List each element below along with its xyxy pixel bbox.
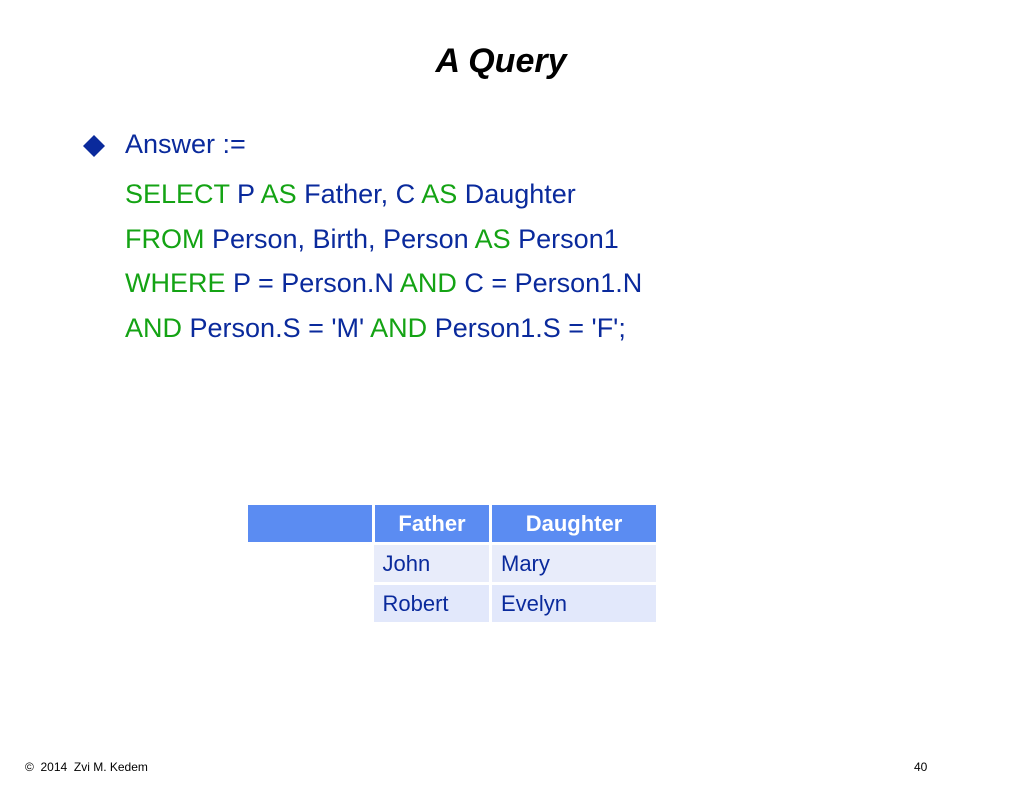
bullet-text: Answer := [125, 129, 246, 159]
sql-keyword: AND [370, 312, 428, 343]
sql-text: Father, C [296, 179, 422, 209]
sql-text: P [229, 179, 261, 209]
sql-keyword: SELECT [125, 179, 230, 209]
table-cell: Robert [374, 585, 491, 622]
sql-keyword: AS [474, 223, 511, 254]
table-row [248, 545, 656, 582]
sql-text: Daughter [457, 179, 576, 209]
table-header-daughter: Daughter [491, 505, 657, 542]
sql-line [125, 261, 642, 306]
sql-keyword: WHERE [125, 268, 226, 298]
table-cell: John [374, 545, 491, 582]
sql-keyword: AS [260, 179, 297, 209]
table-header-row [248, 505, 656, 542]
table-header-father: Father [374, 505, 491, 542]
sql-line [125, 172, 642, 217]
sql-text: Person1.S = 'F'; [427, 312, 626, 343]
table-cell-empty [248, 585, 374, 622]
sql-text: C = Person1.N [456, 268, 643, 298]
diamond-bullet-icon [83, 135, 105, 157]
sql-keyword: AS [421, 179, 458, 209]
slide-title: A Query [435, 42, 567, 80]
sql-line [125, 306, 642, 351]
result-table [248, 505, 656, 622]
sql-text: Person.S = 'M' [182, 312, 371, 343]
table-row [248, 585, 656, 622]
footer-copyright: © 2014 Zvi M. Kedem [25, 760, 148, 774]
sql-text: P = Person.N [225, 268, 400, 298]
sql-keyword: AND [399, 268, 457, 298]
table-cell: Evelyn [491, 585, 657, 622]
sql-text: Person, Birth, Person [204, 223, 475, 254]
sql-keyword: FROM [125, 223, 205, 254]
table-cell: Mary [491, 545, 657, 582]
sql-line [125, 217, 642, 262]
table-cell-empty [248, 545, 374, 582]
footer-page-number: 40 [914, 760, 928, 774]
table-header-blank [248, 505, 374, 542]
sql-text: Person1 [510, 223, 619, 254]
sql-keyword: AND [125, 312, 183, 343]
sql-query [125, 172, 642, 350]
